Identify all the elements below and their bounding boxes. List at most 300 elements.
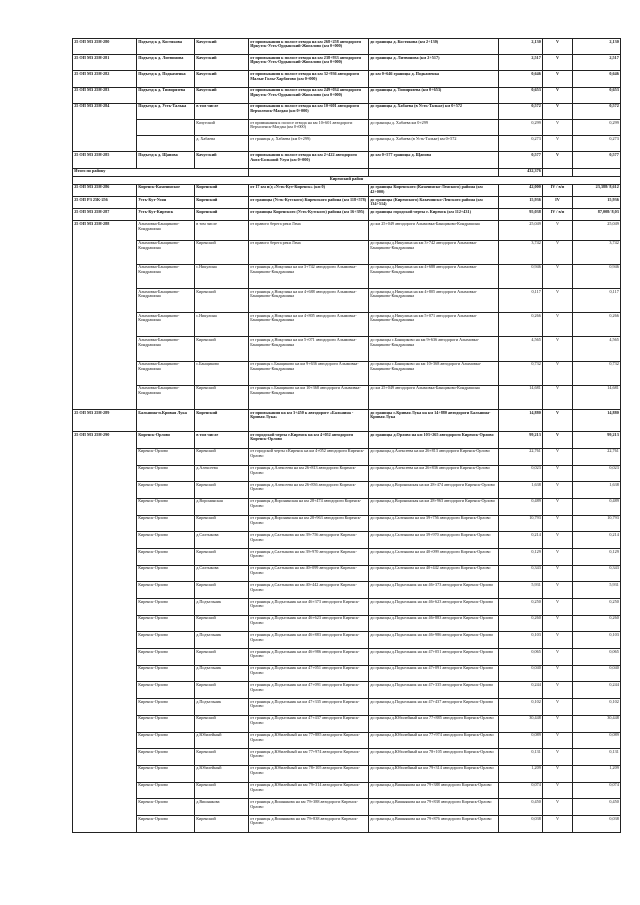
end-point-cell: до границы д.Подъельник на км 46+623 автодороги Киренск-Орлово xyxy=(369,599,499,616)
category-cell: V xyxy=(543,799,573,816)
length-by-category-cell: 2,130 xyxy=(573,39,621,55)
municipality-cell: д.Юбилейный xyxy=(195,765,249,782)
end-point-cell: до границы д.Юбилейный на км 78+105 автодороги Киренск-Орлово xyxy=(369,749,499,766)
table-row xyxy=(73,498,621,515)
municipality-cell: в том числе xyxy=(195,103,249,119)
start-point-cell: от границы с.Банщиково на км 10+368 автодороги Алымовка-Банщиково-Кондрашина xyxy=(249,385,369,409)
road-name-cell: Киренск-Орлово xyxy=(137,599,195,616)
length-cell: 14,880 xyxy=(499,409,543,431)
table-row xyxy=(73,197,621,209)
category-cell: V xyxy=(543,682,573,699)
category-cell: V xyxy=(543,582,573,599)
length-cell: 3,742 xyxy=(499,240,543,264)
end-point-cell: до границы д.Подъельник на км 46+373 автодороги Киренск-Орлово xyxy=(369,582,499,599)
road-name-cell: Подъезд к д. Тимирязева xyxy=(137,87,195,103)
table-row xyxy=(73,732,621,749)
start-point-cell: от границы д.Алексеева на км 26+836 автодороги Киренск-Орлово xyxy=(249,482,369,499)
road-code-cell: 25 ОП МЗ 25Н-290 xyxy=(73,432,137,833)
table-row xyxy=(73,103,621,119)
road-name-cell: Подъезд к д. Литвинова xyxy=(137,55,195,71)
table-row xyxy=(73,515,621,532)
length-by-category-cell: 4,565 xyxy=(573,337,621,361)
end-point-cell: до границы д.Никулина на км 4+805 автодороги Алымовка-Банщиково-Кондрашина xyxy=(369,289,499,313)
road-name-cell: Киренск-Орлово xyxy=(137,448,195,465)
start-point-cell: от границы д. Хабаева (км 0+299) xyxy=(249,136,369,152)
start-point-cell: от границы д.Подъельник на км 46+883 автодороги Киренск-Орлово xyxy=(249,632,369,649)
table-row xyxy=(73,361,621,385)
category-cell: V xyxy=(543,221,573,240)
length-cell: 0,299 xyxy=(499,119,543,135)
start-point-cell: от границы д.Подъельник на км 47+091 автодороги Киренск-Орлово xyxy=(249,682,369,699)
start-point-cell: от границы (Усть-Кутского) Киренского района (км 118+578) xyxy=(249,197,369,209)
length-by-category-cell: 0,214 xyxy=(573,532,621,549)
length-by-category-cell: 1,638 xyxy=(573,482,621,499)
start-point-cell: от границы д.Никулина на км 5+071 автодороги Алымовка-Банщиково-Кондрашина xyxy=(249,337,369,361)
municipality-cell: Киренский xyxy=(195,515,249,532)
length-cell: 42,000 xyxy=(499,184,543,196)
length-cell: 0,343 xyxy=(499,565,543,582)
end-point-cell: до границы д.Никулина на км 5+071 автодороги Алымовка-Банщиково-Кондрашина xyxy=(369,313,499,337)
length-cell: 1,638 xyxy=(499,482,543,499)
start-point-cell: от примыкания к полосе отвода на км 32+936 автодороги Малые Голы-Харбатово (км 0+000) xyxy=(249,71,369,87)
end-point-cell: до границы д.Юбилейный на км 77+885 автодороги Киренск-Орлово xyxy=(369,715,499,732)
road-name-cell: Алымовка-Банщиково-Кондрашина xyxy=(137,361,195,385)
road-name-cell xyxy=(137,136,195,152)
municipality-cell: д.Салтыкова xyxy=(195,532,249,549)
road-name-cell: Алымовка-Банщиково-Кондрашина xyxy=(137,240,195,264)
start-point-cell: от границы д.Юбилейный на км 78+105 автодороги Киренск-Орлово xyxy=(249,765,369,782)
length-by-category-cell: 0,074 xyxy=(573,782,621,799)
length-cell: 0,250 xyxy=(499,599,543,616)
length-cell: 15,936 xyxy=(499,197,543,209)
length-by-category-cell: 0,577 xyxy=(573,152,621,168)
length-by-category-cell: 0,102 xyxy=(573,699,621,716)
end-point-cell: до границы д.Подъельник на км 47+335 автодороги Киренск-Орлово xyxy=(369,682,499,699)
length-cell: 0,946 xyxy=(499,264,543,288)
category-cell: V xyxy=(543,715,573,732)
start-point-cell: от примыкания к полосе отвода на км 249+034 автодороги Иркутск-Усть-Ордынский-Жигалово (км 0+000) xyxy=(249,87,369,103)
end-point-cell: до границы городской черты г. Киренск (км 112+431) xyxy=(369,209,499,221)
length-by-category-cell: 0,023 xyxy=(573,465,621,482)
category-cell: V xyxy=(543,361,573,385)
end-point-cell: до границы д.Салтыкова на км 40+442 автодороги Киренск-Орлово xyxy=(369,565,499,582)
category-cell: V xyxy=(543,465,573,482)
category-cell: V xyxy=(543,289,573,313)
end-point-cell: до границы д.Вишнякова на км 79+388 автодороги Киренск-Орлово xyxy=(369,782,499,799)
table-cell xyxy=(369,168,499,176)
category-cell: V xyxy=(543,432,573,449)
category-cell: V xyxy=(543,240,573,264)
category-cell: V xyxy=(543,337,573,361)
table-row xyxy=(73,715,621,732)
municipality-cell: с.Банщиково xyxy=(195,361,249,385)
district-title-cell: Киренский район xyxy=(73,176,621,184)
road-name-cell: Киренск-Орлово xyxy=(137,465,195,482)
start-point-cell: от правого берега реки Лена xyxy=(249,240,369,264)
start-point-cell: от границы д.Салтыкова на км 39+756 автодороги Киренск-Орлово xyxy=(249,532,369,549)
length-cell: 0,089 xyxy=(499,732,543,749)
table-cell xyxy=(573,168,621,176)
length-cell: 0,038 xyxy=(499,815,543,832)
municipality-cell: Киренский xyxy=(195,582,249,599)
table-row xyxy=(73,649,621,666)
municipality-cell: Киренский xyxy=(195,240,249,264)
start-point-cell: от городской черты г.Киренск на км 4+052 автодороги Киренск-Орлово xyxy=(249,448,369,465)
category-cell: V xyxy=(543,565,573,582)
length-by-category-cell: 0,646 xyxy=(573,71,621,87)
table-row xyxy=(73,409,621,431)
category-cell: V xyxy=(543,385,573,409)
end-point-cell: до границы Киренского (Казачинско-Ленского) района (км 42+000) xyxy=(369,184,499,196)
length-cell: 0,646 xyxy=(499,71,543,87)
end-point-cell: до границы д. Костякова (км 2+130) xyxy=(369,39,499,55)
length-by-category-cell: 0,343 xyxy=(573,565,621,582)
municipality-cell: Киренский xyxy=(195,209,249,221)
length-cell: 0,103 xyxy=(499,632,543,649)
municipality-cell: Качугский xyxy=(195,55,249,71)
start-point-cell: от границы д.Юбилейный на км 79+314 автодороги Киренск-Орлово xyxy=(249,782,369,799)
end-point-cell: до границы д.Воронинская на км 28+474 автодороги Киренск-Орлово xyxy=(369,482,499,499)
start-point-cell: от границы д.Юбилейный на км 77+974 автодороги Киренск-Орлово xyxy=(249,749,369,766)
length-by-category-cell: 0,946 xyxy=(573,264,621,288)
road-name-cell: Алымовка-Банщиково-Кондрашина xyxy=(137,337,195,361)
length-by-category-cell: 0,273 xyxy=(573,136,621,152)
table-row xyxy=(73,152,621,168)
road-name-cell: Киренск-Орлово xyxy=(137,699,195,716)
start-point-cell: от границы д.Салтыкова на км 40+442 автодороги Киренск-Орлово xyxy=(249,582,369,599)
category-cell: V xyxy=(543,448,573,465)
start-point-cell: от 17 км п/д «Усть-Кут-Киренск» (км 0) xyxy=(249,184,369,196)
category-cell: V xyxy=(543,71,573,87)
road-name-cell: Киренск-Орлово xyxy=(137,565,195,582)
municipality-cell: Киренский xyxy=(195,749,249,766)
road-name-cell: Подъезд к д. Щапова xyxy=(137,152,195,168)
end-point-cell: до границы д. Литвинова (км 2+517) xyxy=(369,55,499,71)
length-by-category-cell: 0,038 xyxy=(573,815,621,832)
municipality-cell: в том числе xyxy=(195,432,249,449)
table-row xyxy=(73,765,621,782)
road-code-cell: 25 ОП МЗ 25Н-287 xyxy=(73,209,137,221)
start-point-cell: от примыкания к полосе отвода на км 268+258 автодороги Иркутск-Усть-Ордынский-Жигалово (км 0+000) xyxy=(249,39,369,55)
length-by-category-cell: 0,103 xyxy=(573,632,621,649)
category-cell: V xyxy=(543,39,573,55)
road-code-cell: 25 ОП МЗ 25Н-288 xyxy=(73,221,137,410)
length-by-category-cell: 5,931 xyxy=(573,582,621,599)
length-cell: 0,577 xyxy=(499,152,543,168)
category-cell: V xyxy=(543,665,573,682)
start-point-cell: от границы Киренского (Усть-Кутского) района (км 16+395) xyxy=(249,209,369,221)
table-row xyxy=(73,632,621,649)
road-name-cell: Алымовка-Банщиково-Кондрашина xyxy=(137,313,195,337)
road-name-cell: Алымовка-Банщиково-Кондрашина xyxy=(137,221,195,240)
road-code-cell: 25 ОП МЗ 25Н-286 xyxy=(73,184,137,196)
start-point-cell: от границы д.Никулина на км 4+805 автодороги Алымовка-Банщиково-Кондрашина xyxy=(249,313,369,337)
category-cell: V xyxy=(543,615,573,632)
municipality-cell: Киренский xyxy=(195,715,249,732)
road-name-cell: Киренск-Орлово xyxy=(137,615,195,632)
length-cell: 14,681 xyxy=(499,385,543,409)
length-cell: 0,117 xyxy=(499,289,543,313)
road-code-cell: 25 ОП МЗ 25Н-285 xyxy=(73,152,137,168)
municipality-cell: Киренский xyxy=(195,184,249,196)
municipality-cell: д.Подъельник xyxy=(195,599,249,616)
start-point-cell: от границы д.Подъельник на км 47+335 автодороги Киренск-Орлово xyxy=(249,699,369,716)
municipality-cell: Киренский xyxy=(195,197,249,209)
end-point-cell: до границы д. Хабаева км 0+299 xyxy=(369,119,499,135)
table-row xyxy=(73,71,621,87)
municipality-cell: Киренский xyxy=(195,448,249,465)
category-cell: V xyxy=(543,732,573,749)
road-name-cell: Киренск-Орлово xyxy=(137,799,195,816)
table-row xyxy=(73,599,621,616)
end-point-cell: до границы д.Салтыкова на км 40+099 автодороги Киренск-Орлово xyxy=(369,548,499,565)
category-cell: IV / в/п xyxy=(543,209,573,221)
length-by-category-cell: 23,388/ 8,612 xyxy=(573,184,621,196)
start-point-cell: от границы д.Воронинская на км 28+963 автодороги Киренск-Орлово xyxy=(249,515,369,532)
category-cell: V xyxy=(543,532,573,549)
end-point-cell: до границы с.Кривая Лука на км 14+880 автодороги Бальнина-Кривая Лука xyxy=(369,409,499,431)
table-row xyxy=(73,313,621,337)
table-row xyxy=(73,532,621,549)
total-value-cell: 432,376 xyxy=(499,168,543,176)
end-point-cell: до границы д. Хабаева (в Усть-Тальке) км 0+572 xyxy=(369,103,499,119)
length-cell: 95,038 xyxy=(499,209,543,221)
end-point-cell: до границы д.Подъельник на км 47+091 автодороги Киренск-Орлово xyxy=(369,665,499,682)
length-by-category-cell: 25,049 xyxy=(573,221,621,240)
table-row xyxy=(73,682,621,699)
start-point-cell: от правого берега реки Лена xyxy=(249,221,369,240)
category-cell: V xyxy=(543,55,573,71)
category-cell: V xyxy=(543,313,573,337)
road-name-cell: Киренск-Орлово xyxy=(137,649,195,666)
length-cell: 0,653 xyxy=(499,87,543,103)
road-code-cell: 25 ОП МЗ 25Н-280 xyxy=(73,39,137,55)
length-cell: 22,761 xyxy=(499,448,543,465)
municipality-cell: Качугский xyxy=(195,152,249,168)
length-cell: 0,244 xyxy=(499,682,543,699)
municipality-cell: д.Подъельник xyxy=(195,699,249,716)
road-code-cell: 25 ОП МЗ 25Н-281 xyxy=(73,55,137,71)
length-by-category-cell: 10,793 xyxy=(573,515,621,532)
end-point-cell: до границы (Киренского) Казачинско-Ленского района (км 134+514) xyxy=(369,197,499,209)
road-name-cell: Киренск-Орлово xyxy=(137,665,195,682)
length-cell: 30,448 xyxy=(499,715,543,732)
length-cell: 25,049 xyxy=(499,221,543,240)
length-by-category-cell: 0,065 xyxy=(573,649,621,666)
municipality-cell: Качугский xyxy=(195,87,249,103)
length-by-category-cell: 0,260 xyxy=(573,615,621,632)
length-cell: 0,572 xyxy=(499,103,543,119)
end-point-cell: до границы д.Салтыкова на км 39+756 автодороги Киренск-Орлово xyxy=(369,515,499,532)
start-point-cell: от границы д.Подъельник на км 46+373 автодороги Киренск-Орлово xyxy=(249,599,369,616)
road-name-cell: Усть-Кут-Уоян xyxy=(137,197,195,209)
municipality-cell: Качугский xyxy=(195,39,249,55)
length-by-category-cell: 0,117 xyxy=(573,289,621,313)
start-point-cell: от границы д.Воронинская на км 28+474 автодороги Киренск-Орлово xyxy=(249,498,369,515)
category-cell: V xyxy=(543,749,573,766)
road-code-cell: 25 ОП МЗ 25Н-283 xyxy=(73,87,137,103)
length-by-category-cell: 0,244 xyxy=(573,682,621,699)
municipality-cell: с.Никулина xyxy=(195,264,249,288)
length-by-category-cell: 0,040 xyxy=(573,665,621,682)
end-point-cell: до границы д.Никулина на км 4+688 автодороги Алымовка-Банщиково-Кондрашина xyxy=(369,264,499,288)
category-cell: V xyxy=(543,765,573,782)
category-cell: V xyxy=(543,548,573,565)
road-name-cell: Алымовка-Банщиково-Кондрашина xyxy=(137,264,195,288)
length-by-category-cell: 22,761 xyxy=(573,448,621,465)
table-row xyxy=(73,815,621,832)
table-row xyxy=(73,482,621,499)
length-by-category-cell: 99,213 xyxy=(573,432,621,449)
length-by-category-cell: 0,489 xyxy=(573,498,621,515)
municipality-cell: д.Подъельник xyxy=(195,665,249,682)
table-row xyxy=(73,176,621,184)
length-by-category-cell: 0,299 xyxy=(573,119,621,135)
table-row xyxy=(73,55,621,71)
table-row xyxy=(73,221,621,240)
length-by-category-cell: 0,250 xyxy=(573,599,621,616)
table-row xyxy=(73,184,621,196)
end-point-cell: до границы д.Алексеева на км 26+813 автодороги Киренск-Орлово xyxy=(369,448,499,465)
length-cell: 0,129 xyxy=(499,548,543,565)
category-cell: V xyxy=(543,815,573,832)
length-by-category-cell: 0,572 xyxy=(573,103,621,119)
category-cell: V xyxy=(543,498,573,515)
road-name-cell: Киренск-Орлово xyxy=(137,632,195,649)
length-by-category-cell: 1,209 xyxy=(573,765,621,782)
municipality-cell: д.Алексеева xyxy=(195,465,249,482)
length-by-category-cell: 0,089 xyxy=(573,732,621,749)
category-cell: V xyxy=(543,649,573,666)
end-point-cell: до границы д.Орлово на км 103+265 автодороги Киренск-Орлово xyxy=(369,432,499,449)
start-point-cell: от примыкания к полосе отвода на км 238+933 автодороги Иркутск-Усть-Ордынский-Жигалово (км 0+000) xyxy=(249,55,369,71)
road-name-cell: Киренск-Орлово xyxy=(137,715,195,732)
length-by-category-cell: 0,653 xyxy=(573,87,621,103)
length-cell: 0,260 xyxy=(499,615,543,632)
table-cell xyxy=(249,168,369,176)
start-point-cell: от границы с.Банщиково на км 9+636 автодороги Алымовка-Банщиково-Кондрашина xyxy=(249,361,369,385)
length-cell: 5,931 xyxy=(499,582,543,599)
municipality-cell: Качугский xyxy=(195,119,249,135)
length-cell: 99,213 xyxy=(499,432,543,449)
road-name-cell: Киренск-Орлово xyxy=(137,532,195,549)
end-point-cell: до границы д.Юбилейный на км 79+314 автодороги Киренск-Орлово xyxy=(369,765,499,782)
table-row xyxy=(73,136,621,152)
end-point-cell: до границы д.Подъельник на км 46+883 автодороги Киренск-Орлово xyxy=(369,615,499,632)
road-name-cell: Киренск-Казачинское xyxy=(137,184,195,196)
start-point-cell: от границы д.Юбилейный на км 77+885 автодороги Киренск-Орлово xyxy=(249,732,369,749)
start-point-cell: от городской черты г.Киренск на км 4+052 автодороги Киренск-Орлово xyxy=(249,432,369,449)
end-point-cell: до км 0+646 границы д. Подкаменка xyxy=(369,71,499,87)
road-name-cell: Киренск-Орлово xyxy=(137,732,195,749)
municipality-cell: д.Вишнякова xyxy=(195,799,249,816)
category-cell: V xyxy=(543,119,573,135)
road-name-cell: Киренск-Орлово xyxy=(137,582,195,599)
length-cell: 0,266 xyxy=(499,313,543,337)
start-point-cell: от примыкания к полосе отвода на км 10+601 автодороги Верхоленск-Магдан (км 0+000) xyxy=(249,119,369,135)
road-name-cell: Киренск-Орлово xyxy=(137,515,195,532)
municipality-cell: д.Подъельник xyxy=(195,632,249,649)
road-register-table xyxy=(72,38,621,833)
category-cell: IV xyxy=(543,197,573,209)
municipality-cell: Киренский xyxy=(195,482,249,499)
category-cell: V xyxy=(543,699,573,716)
road-name-cell: Алымовка-Банщиково-Кондрашина xyxy=(137,385,195,409)
total-label-cell: Итого по району xyxy=(73,168,249,176)
table-row xyxy=(73,548,621,565)
end-point-cell: до границы д. Хабаева (в Усть-Тальке) км 0+572 xyxy=(369,136,499,152)
length-by-category-cell: 0,129 xyxy=(573,548,621,565)
road-name-cell: Бальнина-п.Кривая Лука xyxy=(137,409,195,431)
length-cell: 0,074 xyxy=(499,782,543,799)
road-code-cell: 25 ОП РЗ 25К-256 xyxy=(73,197,137,209)
length-cell: 10,793 xyxy=(499,515,543,532)
table-row xyxy=(73,799,621,816)
road-name-cell xyxy=(137,119,195,135)
length-cell: 0,040 xyxy=(499,665,543,682)
end-point-cell: до границы д.Вишнякова на км 79+838 автодороги Киренск-Орлово xyxy=(369,799,499,816)
road-register-sheet xyxy=(72,38,620,833)
category-cell: V xyxy=(543,515,573,532)
category-cell: V xyxy=(543,599,573,616)
table-row xyxy=(73,782,621,799)
municipality-cell: с.Никулина xyxy=(195,313,249,337)
table-row xyxy=(73,168,621,176)
length-by-category-cell: 87,008/ 8,03 xyxy=(573,209,621,221)
start-point-cell: от границы д.Подъельник на км 47+437 автодороги Киренск-Орлово xyxy=(249,715,369,732)
end-point-cell: до границы д.Алексеева на км 26+836 автодороги Киренск-Орлово xyxy=(369,465,499,482)
category-cell: V xyxy=(543,87,573,103)
length-cell: 0,131 xyxy=(499,749,543,766)
start-point-cell: от границы д.Вишнякова на км 79+838 автодороги Киренск-Орлово xyxy=(249,815,369,832)
table-row xyxy=(73,119,621,135)
length-cell: 0,489 xyxy=(499,498,543,515)
length-cell: 0,102 xyxy=(499,699,543,716)
start-point-cell: от границы д.Подъельник на км 46+986 автодороги Киренск-Орлово xyxy=(249,649,369,666)
end-point-cell: до км 0+577 границы д. Щапова xyxy=(369,152,499,168)
table-row xyxy=(73,337,621,361)
road-name-cell: Подъезд к д. Костякова xyxy=(137,39,195,55)
municipality-cell: Киренский xyxy=(195,782,249,799)
length-cell: 0,065 xyxy=(499,649,543,666)
municipality-cell: Киренский xyxy=(195,649,249,666)
length-by-category-cell: 0,266 xyxy=(573,313,621,337)
category-cell: IV / в/п xyxy=(543,184,573,196)
table-row xyxy=(73,264,621,288)
end-point-cell: до км 25+049 автодороги Алымовка-Банщиково-Кондрашина xyxy=(369,385,499,409)
table-row xyxy=(73,665,621,682)
length-by-category-cell: 0,131 xyxy=(573,749,621,766)
end-point-cell: до границы д.Подъельник на км 47+051 автодороги Киренск-Орлово xyxy=(369,649,499,666)
table-row xyxy=(73,465,621,482)
start-point-cell: от границы д.Никулина на км 4+688 автодороги Алымовка-Банщиково-Кондрашина xyxy=(249,289,369,313)
municipality-cell: Киренский xyxy=(195,289,249,313)
road-code-cell: 25 ОП МЗ 25Н-289 xyxy=(73,409,137,431)
category-cell: V xyxy=(543,103,573,119)
road-name-cell: Киренск-Орлово xyxy=(137,782,195,799)
end-point-cell: до границы д.Подъельник на км 47+437 автодороги Киренск-Орлово xyxy=(369,699,499,716)
category-cell: V xyxy=(543,482,573,499)
municipality-cell: Киренский xyxy=(195,548,249,565)
road-name-cell: Киренск-Орлово xyxy=(137,432,195,449)
table-row xyxy=(73,749,621,766)
road-name-cell: Усть-Кут-Киренск xyxy=(137,209,195,221)
start-point-cell: от границы д.Подъельник на км 47+051 автодороги Киренск-Орлово xyxy=(249,665,369,682)
length-by-category-cell: 3,742 xyxy=(573,240,621,264)
end-point-cell: до границы д. Тимирязева (км 0+653) xyxy=(369,87,499,103)
length-by-category-cell: 15,936 xyxy=(573,197,621,209)
municipality-cell: Киренский xyxy=(195,682,249,699)
